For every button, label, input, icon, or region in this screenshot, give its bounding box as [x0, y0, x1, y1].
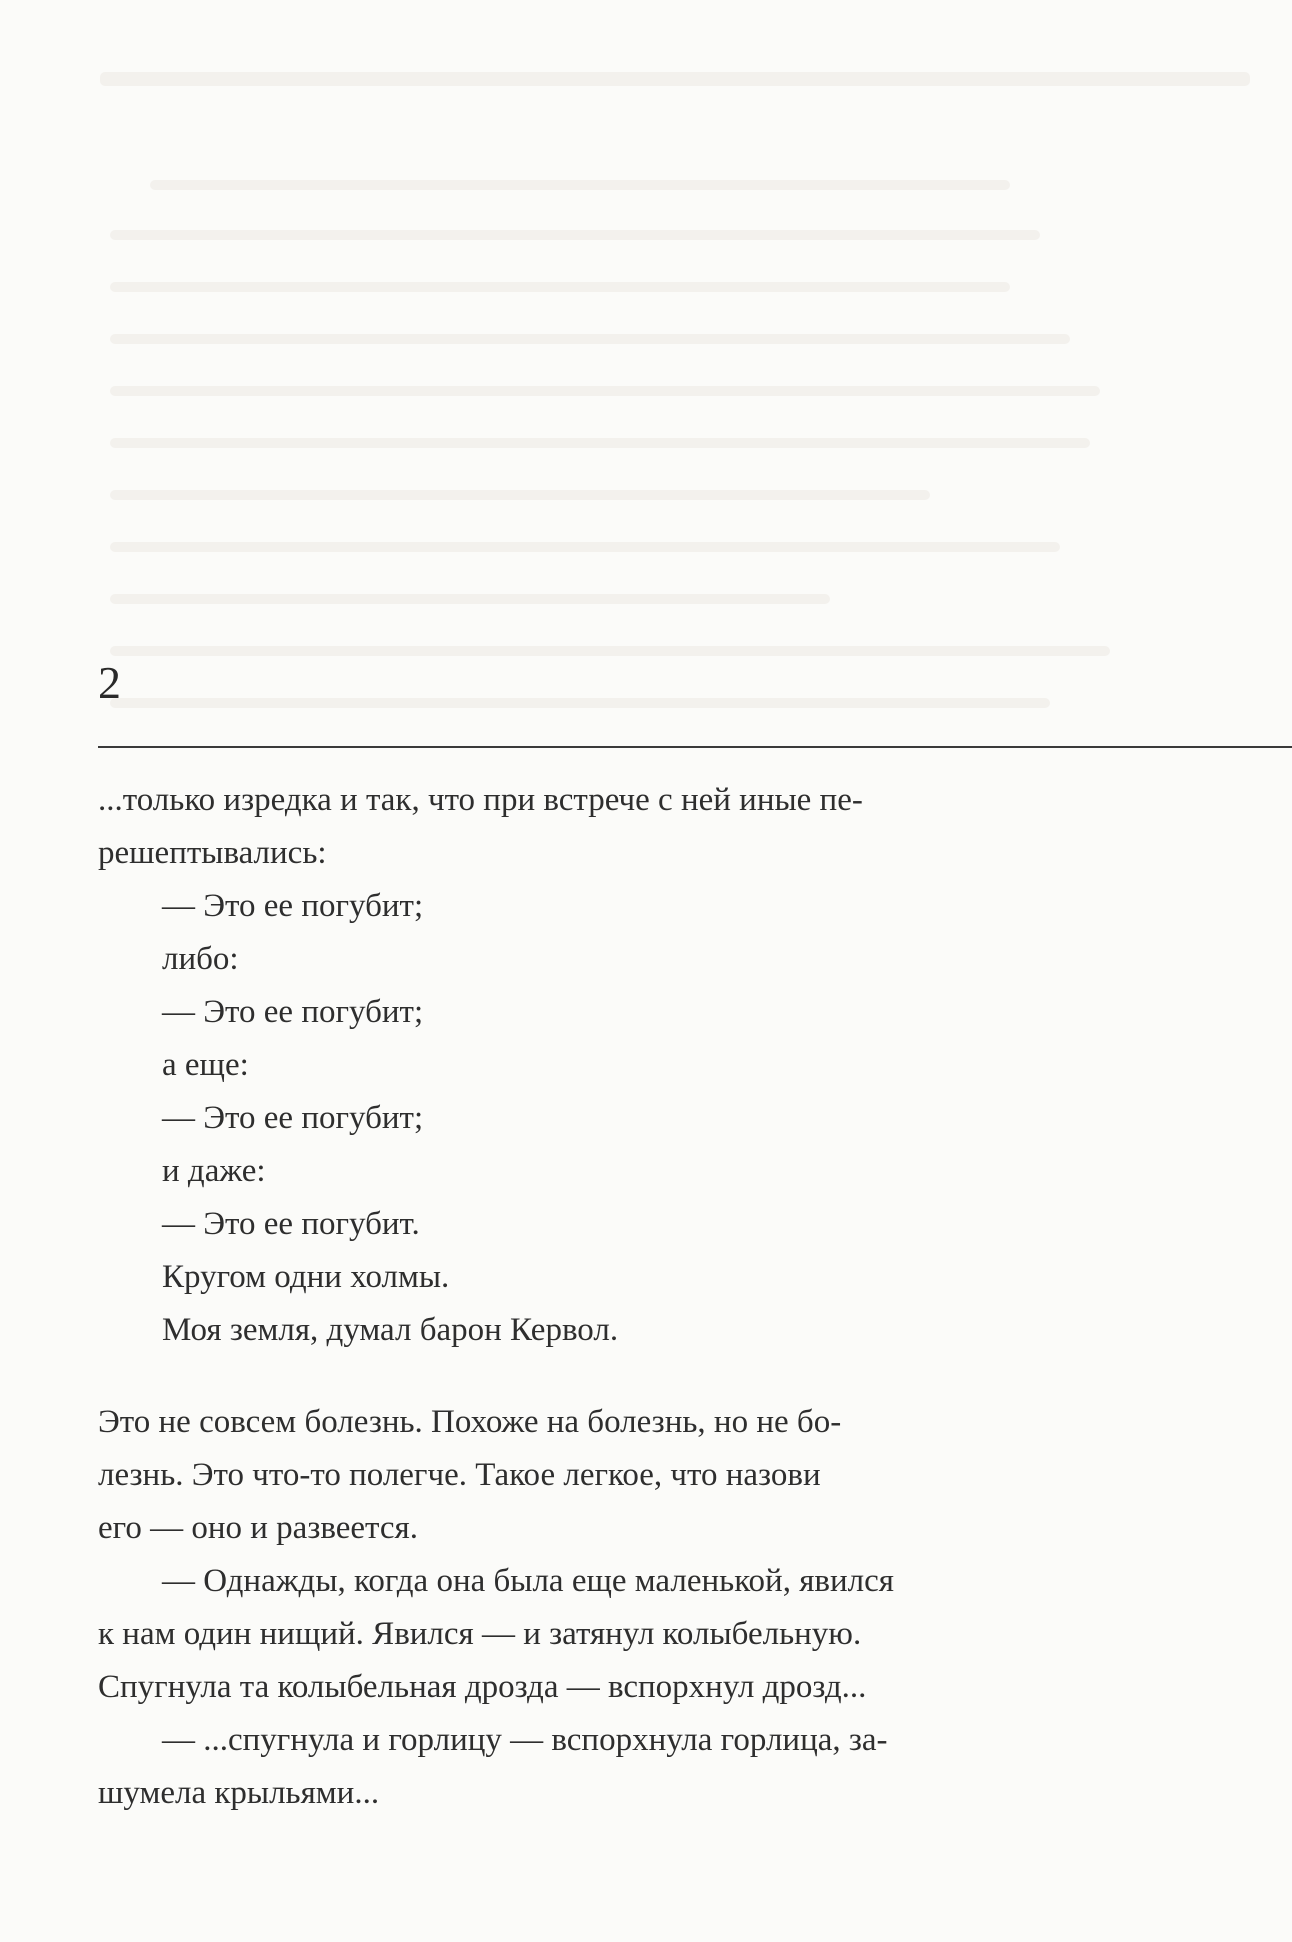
chapter-number: 2 [98, 657, 121, 708]
text-line: — ...спугнула и горлицу — вспорхнула горлица, за- [162, 1722, 888, 1758]
text-line: его — оно и развеется. [98, 1510, 418, 1546]
chapter-divider [98, 746, 1292, 748]
text-line: а еще: [162, 1047, 249, 1083]
text-line: ...только изредка и так, что при встрече с ней иные пе- [98, 782, 863, 818]
text-line: Это не совсем болезнь. Похоже на болезнь, но не бо- [98, 1404, 842, 1440]
text-line: — Это ее погубит. [162, 1206, 420, 1242]
passage-2 [98, 1396, 1138, 1820]
text-line: к нам один нищий. Явился — и затянул колыбельную. [98, 1616, 862, 1652]
text-line: Кругом одни холмы. [162, 1259, 450, 1295]
text-line: либо: [162, 941, 239, 977]
text-line: — Это ее погубит; [162, 1100, 424, 1136]
text-line: — Однажды, когда она была еще маленькой, явился [162, 1563, 894, 1599]
text-line: — Это ее погубит; [162, 994, 424, 1030]
text-line: Спугнула та колыбельная дрозда — вспорхнул дрозд... [98, 1669, 867, 1705]
text-line: — Это ее погубит; [162, 888, 424, 924]
text-line: шумела крыльями... [98, 1775, 380, 1811]
text-line: лезнь. Это что-то полегче. Такое легкое, что назови [98, 1457, 821, 1493]
passage-1 [98, 774, 1138, 1357]
text-line: Моя земля, думал барон Кервол. [162, 1312, 619, 1348]
text-line: решептывались: [98, 835, 327, 871]
text-line: и даже: [162, 1153, 266, 1189]
